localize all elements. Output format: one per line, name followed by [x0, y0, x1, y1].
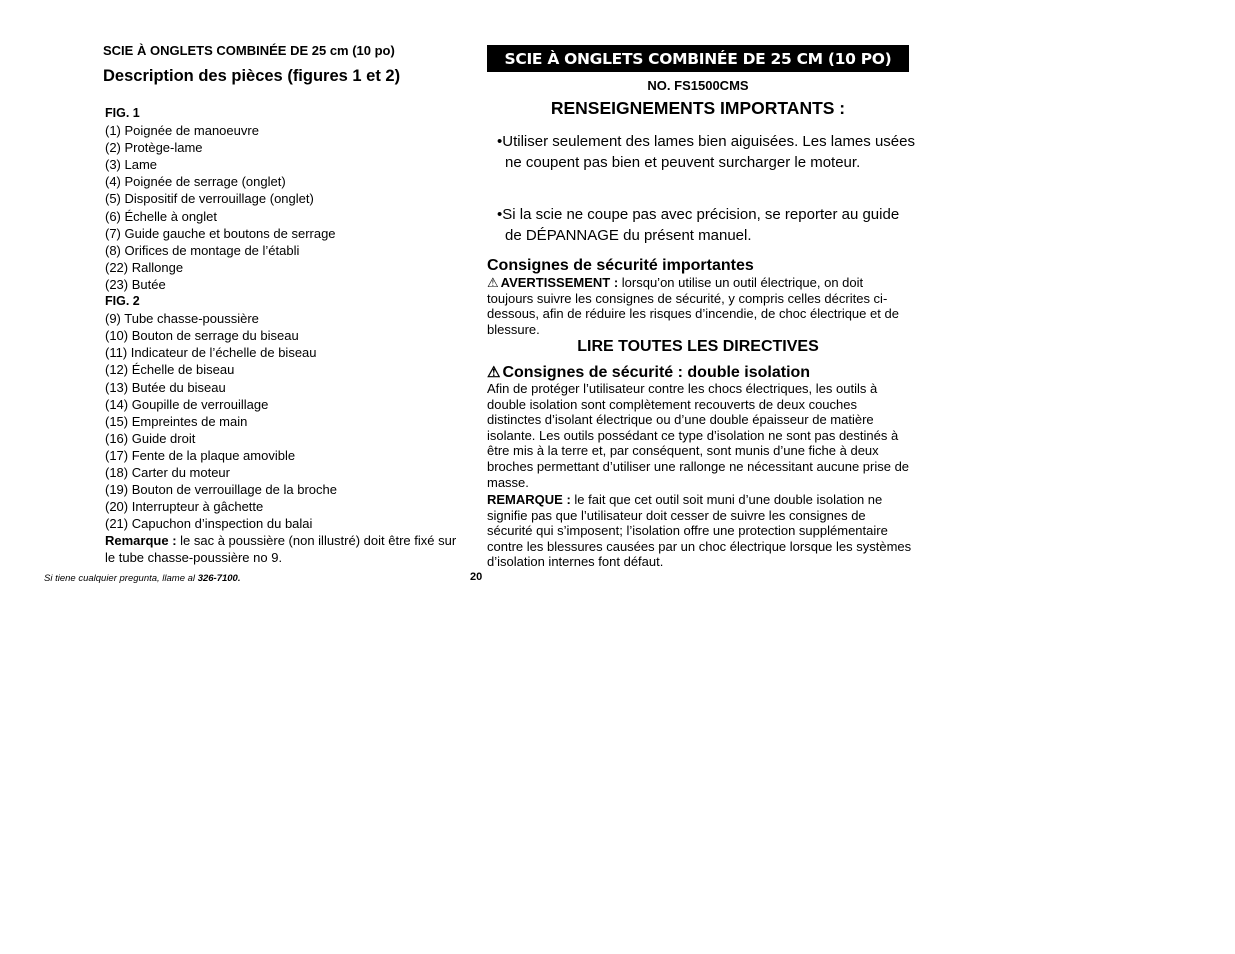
remark-text: le fait que cet outil soit muni d’une double isolation ne signifie pas que l’utilisateur doit cesser de suivre les consignes de sécurité qui s’imposent; l’isolation offre une protection supplémentaire contre les blessures causées par un choc électrique lorsque les systèmes d’isolation internes font défaut.	[487, 492, 912, 570]
footer-phone: 326-7100.	[197, 573, 241, 584]
list-item: (23) Butée	[105, 276, 166, 292]
list-item: (11) Indicateur de l’échelle de biseau	[105, 345, 317, 361]
model-number: NO. FS1500CMS	[647, 78, 749, 93]
double-insulation-paragraph: Afin de protéger l’utilisateur contre les chocs électriques, les outils à double isolation sont complètement recouverts de deux couches distinctes d’isolant électrique ou d’une double épaisseur de matière isolante. Les outils possédant ce type d’isolation ne sont pas destinés à être mis à la terre et, par conséquent, sont munis d’une fiche à deux broches permettant d’utiliser une rallonge ne nécessitant aucune prise de masse.	[487, 381, 910, 490]
directives-title: LIRE TOUTES LES DIRECTIVES	[577, 338, 819, 355]
banner-text: SCIE À ONGLETS COMBINÉE DE 25 CM (10 PO)	[504, 49, 892, 68]
page-header: SCIE À ONGLETS COMBINÉE DE 25 cm (10 po)	[103, 43, 395, 58]
list-item: (1) Poignée de manoeuvre	[105, 123, 259, 139]
list-item: (2) Protège-lame	[105, 140, 203, 156]
double-insulation-title	[487, 363, 810, 382]
bullet-text: Si la scie ne coupe pas avec précision, se reporter au guide de DÉPANNAGE du présent manuel.	[502, 206, 900, 244]
note-paragraph	[105, 532, 465, 566]
list-item: (17) Fente de la plaque amovible	[105, 447, 296, 463]
list-item: (3) Lame	[105, 157, 158, 173]
parts-list	[105, 105, 465, 567]
bullet-item: •Si la scie ne coupe pas avec précision, se reporter au guide de DÉPANNAGE du présent manuel.	[497, 206, 900, 244]
list-item: (8) Orifices de montage de l’établi	[105, 242, 300, 258]
footer-contact	[44, 573, 240, 584]
list-item: (15) Empreintes de main	[105, 413, 248, 429]
list-item: (14) Goupille de verrouillage	[105, 396, 269, 412]
list-item: (13) Butée du biseau	[105, 379, 226, 395]
list-item: (7) Guide gauche et boutons de serrage	[105, 225, 336, 241]
double-title-text: Consignes de sécurité : double isolation	[502, 364, 811, 381]
remark-label: REMARQUE :	[487, 492, 571, 507]
list-item: (5) Dispositif de verrouillage (onglet)	[105, 191, 314, 207]
fig1-label: FIG. 1	[105, 106, 140, 120]
list-item: (19) Bouton de verrouillage de la broche	[105, 482, 337, 498]
list-item: (22) Rallonge	[105, 259, 184, 275]
warning-icon: ⚠	[487, 275, 499, 290]
bullet-item: •Utiliser seulement des lames bien aiguisées. Les lames usées ne coupent pas bien et peuvent surcharger le moteur.	[497, 133, 915, 171]
list-item: (21) Capuchon d’inspection du balai	[105, 516, 313, 532]
warning-icon: ⚠	[487, 364, 501, 381]
warning-text: lorsqu’on utilise un outil électrique, on doit toujours suivre les consignes de sécurité, y compris celles décrites ci-dessous, afin de réduire les risques d’incendie, de choc électrique et de blessure.	[487, 275, 899, 337]
title-banner	[487, 45, 909, 72]
parts-description-title: Description des pièces (figures 1 et 2)	[103, 67, 401, 85]
safety-section-title: Consignes de sécurité importantes	[487, 257, 754, 274]
list-item: (20) Interrupteur à gâchette	[105, 499, 264, 515]
page-number: 20	[470, 571, 483, 583]
list-item: (10) Bouton de serrage du biseau	[105, 328, 299, 344]
list-item: (9) Tube chasse-poussière	[105, 311, 259, 327]
important-info-title: RENSEIGNEMENTS IMPORTANTS :	[550, 98, 846, 118]
note-label: Remarque :	[105, 533, 177, 549]
list-item: (16) Guide droit	[105, 430, 196, 446]
list-item: (12) Échelle de biseau	[105, 362, 235, 378]
remark-paragraph	[487, 492, 912, 570]
warning-paragraph	[487, 275, 912, 337]
bullet-text: Utiliser seulement des lames bien aiguisées. Les lames usées ne coupent pas bien et peuvent surcharger le moteur.	[502, 133, 915, 171]
warning-label: AVERTISSEMENT :	[500, 275, 619, 290]
list-item: (4) Poignée de serrage (onglet)	[105, 174, 286, 190]
footer-text: Si tiene cualquier pregunta, llame al	[44, 573, 198, 584]
fig2-label: FIG. 2	[105, 294, 140, 309]
list-item: (18) Carter du moteur	[105, 464, 230, 480]
note-text: le sac à poussière (non illustré) doit être fixé sur le tube chasse-poussière no 9.	[105, 533, 457, 566]
list-item: (6) Échelle à onglet	[105, 208, 218, 224]
